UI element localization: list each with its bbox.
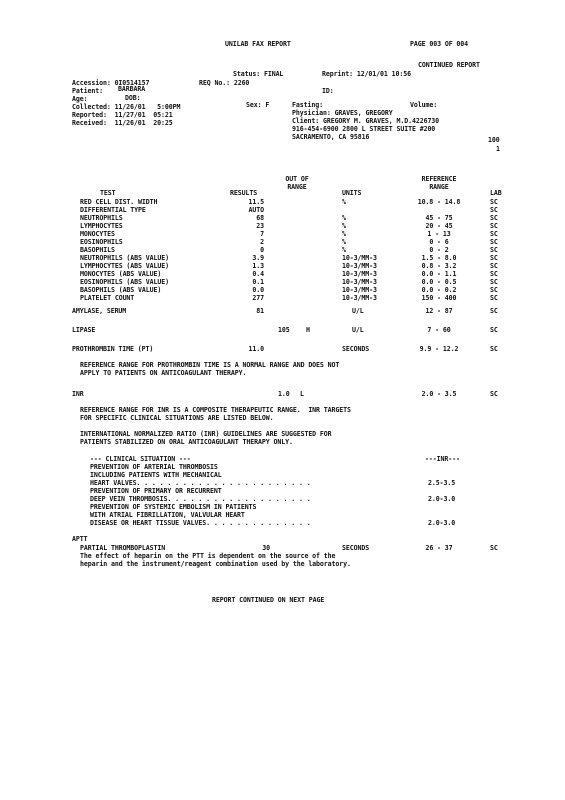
cbc-range: 20 - 45 — [425, 222, 453, 230]
cbc-range: 0 - 2 — [429, 246, 449, 254]
pt-lab: SC — [490, 345, 498, 353]
amylase-range: 12 - 87 — [425, 307, 453, 315]
aptt-heading: APTT — [72, 535, 88, 543]
cbc-units: % — [342, 238, 346, 246]
aptt-lab: SC — [490, 544, 498, 552]
clinical-header: --- CLINICAL SITUATION --- — [90, 455, 191, 463]
cbc-result: 11.5 — [248, 198, 264, 206]
physician-field: Physician: GRAVES, GREGORY — [292, 109, 393, 117]
cbc-range: 10.8 - 14.8 — [417, 198, 461, 206]
cbc-result: 1.3 — [252, 262, 264, 270]
cbc-test-name: LYMPHOCYTES — [80, 222, 123, 230]
cbc-lab: SC — [490, 286, 498, 294]
continued-label: CONTINUED REPORT — [418, 61, 480, 69]
amylase-lab: SC — [490, 307, 498, 315]
cbc-lab: SC — [490, 246, 498, 254]
cbc-test-name: NEUTROPHILS (ABS VALUE) — [80, 254, 170, 262]
cbc-units: 10-3/MM-3 — [342, 254, 377, 262]
cbc-test-name: EOSINOPHILS — [80, 238, 123, 246]
col-units: UNITS — [342, 189, 362, 197]
clinical-inr-header: ---INR--- — [425, 455, 460, 463]
pt-range: 9.9 - 12.2 — [419, 345, 459, 353]
clinical-situation-line: WITH ATRIAL FIBRILLATION, VALVULAR HEART — [90, 511, 245, 519]
cbc-test-name: NEUTROPHILS — [80, 214, 123, 222]
report-footer: REPORT CONTINUED ON NEXT PAGE — [212, 596, 325, 604]
cbc-lab: SC — [490, 270, 498, 278]
aptt-note: The effect of heparin on the PTT is dependent on the source of the heparin and the instrument/reagent combination used by the laboratory. — [80, 552, 351, 568]
dob-label: DOB: — [125, 94, 141, 102]
cbc-units: % — [342, 214, 346, 222]
id-field: ID: — [322, 87, 334, 95]
lipase-result: 105 — [278, 326, 290, 334]
cbc-test-name: LYMPHOCYTES (ABS VALUE) — [80, 262, 170, 270]
clinical-situation-line: DEEP VEIN THROMBOSIS. . . . . . . . . . . . . . . . . . . — [90, 495, 311, 503]
inr-lab: SC — [490, 390, 498, 398]
cbc-range: 150 - 400 — [421, 294, 457, 302]
cbc-test-name: BASOPHILS (ABS VALUE) — [80, 286, 162, 294]
req-field: REQ No.: 2260 — [199, 79, 250, 87]
cbc-lab: SC — [490, 214, 498, 222]
lipase-lab: SC — [490, 326, 498, 334]
aptt-test: PARTIAL THROMBOPLASTIN — [80, 544, 166, 552]
cbc-result: 7 — [260, 230, 264, 238]
code-field-2: 1 — [496, 145, 500, 153]
cbc-lab: SC — [490, 294, 498, 302]
cbc-lab: SC — [490, 238, 498, 246]
cbc-lab: SC — [490, 230, 498, 238]
cbc-lab: SC — [490, 278, 498, 286]
cbc-result: 0.4 — [252, 270, 264, 278]
cbc-lab: SC — [490, 198, 498, 206]
cbc-lab: SC — [490, 222, 498, 230]
cbc-result: 2 — [260, 238, 264, 246]
cbc-range: 0.8 - 3.2 — [421, 262, 457, 270]
received-field: Received: 11/26/01 20:25 — [72, 119, 173, 127]
cbc-test-name: PLATELET COUNT — [80, 294, 135, 302]
inr-flag: L — [300, 390, 304, 398]
sex-field: Sex: F — [246, 101, 270, 109]
clinical-situation-line: PREVENTION OF ARTERIAL THROMBOSIS — [90, 463, 218, 471]
aptt-units: SECONDS — [342, 544, 370, 552]
code-field-1: 100 — [488, 136, 500, 144]
clinical-situation-line: DISEASE OR HEART TISSUE VALVES. . . . . . . . . . . . . . — [90, 519, 311, 527]
cbc-lab: SC — [490, 254, 498, 262]
cbc-range: 0.0 - 1.1 — [421, 270, 457, 278]
cbc-result: 277 — [252, 294, 264, 302]
lipase-test: LIPASE — [72, 326, 96, 334]
cbc-result: AUTO — [248, 206, 264, 214]
cbc-units: 10-3/MM-3 — [342, 286, 377, 294]
cbc-result: 0.0 — [252, 286, 264, 294]
cbc-test-name: MONOCYTES — [80, 230, 115, 238]
cbc-result: 0.1 — [252, 278, 264, 286]
age-label: Age: — [72, 95, 88, 103]
pt-note: REFERENCE RANGE FOR PROTHROMBIN TIME IS A NORMAL RANGE AND DOES NOT APPLY TO PATIENTS ON ANTICOAGULANT THERAPY. — [80, 361, 340, 377]
amylase-units: U/L — [352, 307, 364, 315]
cbc-units: % — [342, 198, 346, 206]
cbc-units: % — [342, 246, 346, 254]
cbc-range: 0 - 6 — [429, 238, 449, 246]
cbc-units: 10-3/MM-3 — [342, 294, 377, 302]
page-number: PAGE 003 OF 004 — [410, 40, 469, 48]
reported-field: Reported: 11/27/01 05:21 — [72, 111, 173, 119]
phone-address-field: 916-454-6900 2800 L STREET SUITE #200 — [292, 125, 436, 133]
col-lab: LAB — [490, 189, 502, 197]
reprint-field: Reprint: 12/01/01 10:56 — [322, 70, 412, 78]
cbc-lab: SC — [490, 262, 498, 270]
patient-name: BARBARA — [118, 85, 146, 93]
cbc-result: 23 — [256, 222, 264, 230]
city-field: SACRAMENTO, CA 95816 — [292, 133, 370, 141]
clinical-situation-line: PREVENTION OF PRIMARY OR RECURRENT — [90, 487, 222, 495]
cbc-range: 0.0 - 0.5 — [421, 278, 457, 286]
cbc-units: 10-3/MM-3 — [342, 262, 377, 270]
pt-result: 11.0 — [248, 345, 264, 353]
client-field: Client: GREGORY M. GRAVES, M.D.4226730 — [292, 117, 440, 125]
report-title: UNILAB FAX REPORT — [225, 40, 291, 48]
col-test: TEST — [100, 189, 116, 197]
cbc-lab: SC — [490, 206, 498, 214]
inr-guidelines: INTERNATIONAL NORMALIZED RATIO (INR) GUIDELINES ARE SUGGESTED FOR PATIENTS STABILIZED ON ORAL ANTICOAGULANT THERAPY ONLY. — [80, 430, 332, 446]
amylase-test: AMYLASE, SERUM — [72, 307, 127, 315]
cbc-units: % — [342, 230, 346, 238]
cbc-range: 1 - 13 — [427, 230, 451, 238]
pt-units: SECONDS — [342, 345, 370, 353]
cbc-test-name: DIFFERENTIAL TYPE — [80, 206, 146, 214]
inr-test: INR — [72, 390, 84, 398]
clinical-inr-value: 2.5-3.5 — [428, 479, 456, 487]
cbc-range: 0.0 - 0.2 — [421, 286, 457, 294]
cbc-result: 0 — [260, 246, 264, 254]
accession-field: Accession: 0I0514157 — [72, 79, 150, 87]
status-field: Status: FINAL — [233, 70, 284, 78]
clinical-inr-value: 2.0-3.0 — [428, 495, 456, 503]
volume-field: Volume: — [410, 101, 438, 109]
cbc-range: 45 - 75 — [425, 214, 453, 222]
cbc-test-name: BASOPHILS — [80, 246, 115, 254]
col-out-of-range: OUT OF RANGE — [285, 175, 309, 191]
fasting-field: Fasting: — [292, 101, 323, 109]
cbc-test-name: EOSINOPHILS (ABS VALUE) — [80, 278, 170, 286]
lipase-units: U/L — [352, 326, 364, 334]
clinical-situation-line: INCLUDING PATIENTS WITH MECHANICAL — [90, 471, 222, 479]
lipase-flag: H — [306, 326, 310, 334]
cbc-result: 3.9 — [252, 254, 264, 262]
lipase-range: 7 - 60 — [427, 326, 451, 334]
col-reference-range: REFERENCE RANGE — [421, 175, 457, 191]
aptt-result: 30 — [262, 544, 270, 552]
cbc-units: % — [342, 222, 346, 230]
cbc-test-name: RED CELL DIST. WIDTH — [80, 198, 158, 206]
pt-test: PROTHROMBIN TIME (PT) — [72, 345, 154, 353]
cbc-units: 10-3/MM-3 — [342, 278, 377, 286]
clinical-situation-line: PREVENTION OF SYSTEMIC EMBOLISM IN PATIENTS — [90, 503, 257, 511]
cbc-units: 10-3/MM-3 — [342, 270, 377, 278]
inr-result: 1.0 — [278, 390, 290, 398]
clinical-situation-line: HEART VALVES. . . . . . . . . . . . . . . . . . . . . . . — [90, 479, 311, 487]
cbc-result: 68 — [256, 214, 264, 222]
cbc-range: 1.5 - 8.0 — [421, 254, 457, 262]
amylase-result: 81 — [256, 307, 264, 315]
inr-note: REFERENCE RANGE FOR INR IS A COMPOSITE THERAPEUTIC RANGE. INR TARGETS FOR SPECIFIC CLINICAL SITUATIONS ARE LISTED BELOW. — [80, 406, 351, 422]
clinical-inr-value: 2.0-3.0 — [428, 519, 456, 527]
col-results: RESULTS — [230, 189, 258, 197]
collected-field: Collected: 11/26/01 5:00PM — [72, 103, 181, 111]
cbc-test-name: MONOCYTES (ABS VALUE) — [80, 270, 162, 278]
aptt-range: 26 - 37 — [425, 544, 453, 552]
patient-label: Patient: — [72, 87, 103, 95]
inr-range: 2.0 - 3.5 — [421, 390, 457, 398]
